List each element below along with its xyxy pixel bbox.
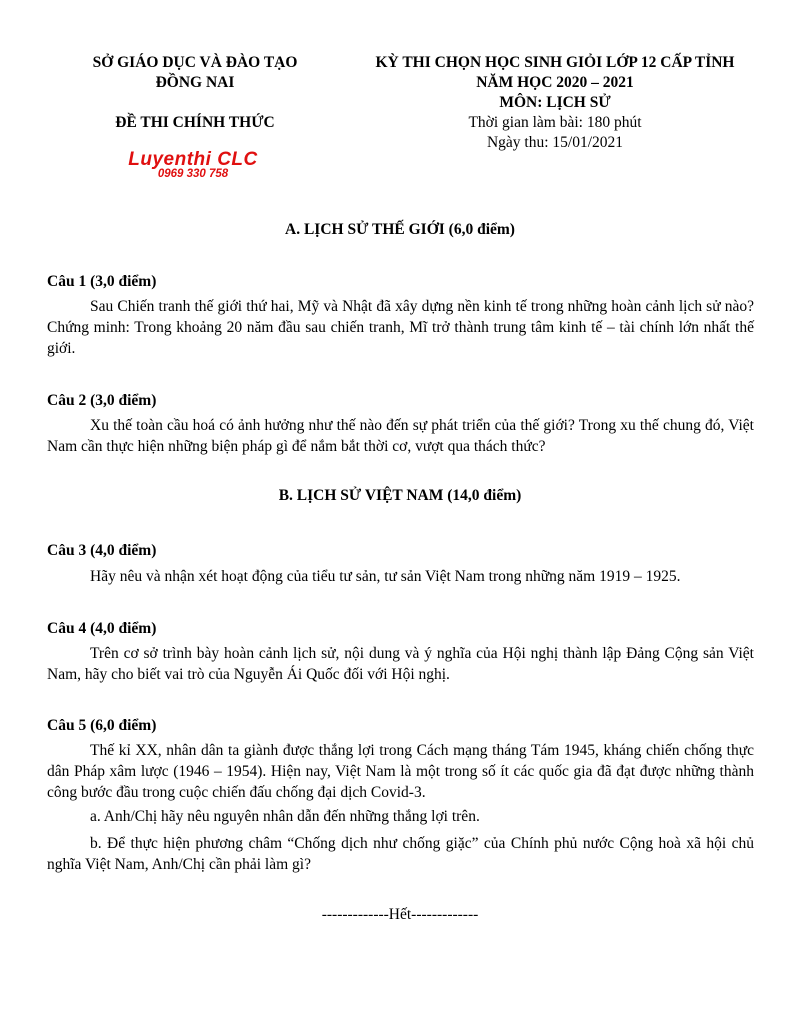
school-year: NĂM HỌC 2020 – 2021 — [476, 74, 634, 91]
question-5-text: Thế kỉ XX, nhân dân ta giành được thắng lợi trong Cách mạng tháng Tám 1945, kháng chiến chống thực dân Pháp xâm lược (1946 – 1954). Hiện nay, Việt Nam là một trong số ít các quốc gia đã đạt được những thành công bước đầu trong cuộc chiến đấu chống đại dịch Covid-3. — [47, 742, 754, 801]
exam-name: KỲ THI CHỌN HỌC SINH GIỎI LỚP 12 CẤP TỈNH — [375, 54, 735, 71]
brand-name: Luyenthi CLC — [128, 149, 258, 170]
question-3-title: Câu 3 (4,0 điểm) — [47, 542, 157, 559]
brand-watermark — [118, 150, 268, 180]
exam-duration: Thời gian làm bài: 180 phút — [468, 114, 642, 131]
section-a-title: A. LỊCH SỬ THẾ GIỚI (6,0 điểm) — [285, 221, 515, 238]
end-of-exam-marker: -------------Hết------------- — [321, 906, 479, 923]
question-1-text: Sau Chiến tranh thế giới thứ hai, Mỹ và Nhật đã xây dựng nền kinh tế trong những hoàn cảnh lịch sử nào? Chứng minh: Trong khoảng 20 năm đầu sau chiến tranh, Mĩ trở thành trung tâm kinh tế – tài chính lớn nhất thế giới. — [47, 298, 754, 357]
brand-phone: 0969 330 758 — [157, 168, 229, 180]
question-1-title: Câu 1 (3,0 điểm) — [47, 273, 157, 290]
question-5-title: Câu 5 (6,0 điểm) — [47, 717, 157, 734]
exam-date: Ngày thu: 15/01/2021 — [486, 134, 624, 151]
question-4-title: Câu 4 (4,0 điểm) — [47, 620, 157, 637]
question-4-text: Trên cơ sở trình bày hoàn cảnh lịch sử, nội dung và ý nghĩa của Hội nghị thành lập Đảng Cộng sản Việt Nam, hãy cho biết vai trò của Nguyễn Ái Quốc đối với Hội nghị. — [47, 645, 754, 683]
subject-label: MÔN: LỊCH SỬ — [499, 94, 611, 111]
exam-type-label: ĐỀ THI CHÍNH THỨC — [115, 114, 275, 131]
question-2-title: Câu 2 (3,0 điểm) — [47, 392, 157, 409]
section-b-title: B. LỊCH SỬ VIỆT NAM (14,0 điểm) — [278, 487, 522, 504]
question-3-text: Hãy nêu và nhận xét hoạt động của tiểu tư sản, tư sản Việt Nam trong những năm 1919 – 1925. — [90, 568, 681, 585]
question-5-part-b: b. Để thực hiện phương châm “Chống dịch như chống giặc” của Chính phủ nước Cộng hoà xã hội chủ nghĩa Việt Nam, Anh/Chị cần phải làm gì? — [47, 835, 754, 873]
question-2-text: Xu thế toàn cầu hoá có ảnh hưởng như thế nào đến sự phát triển của thế giới? Trong xu thế chung đó, Việt Nam cần thực hiện những biện pháp gì để nắm bắt thời cơ, vượt qua thách thức? — [47, 417, 754, 455]
department-name: SỞ GIÁO DỤC VÀ ĐÀO TẠO — [92, 54, 298, 71]
province-name: ĐỒNG NAI — [155, 74, 235, 91]
question-5-part-a: a. Anh/Chị hãy nêu nguyên nhân dẫn đến những thắng lợi trên. — [90, 808, 480, 825]
